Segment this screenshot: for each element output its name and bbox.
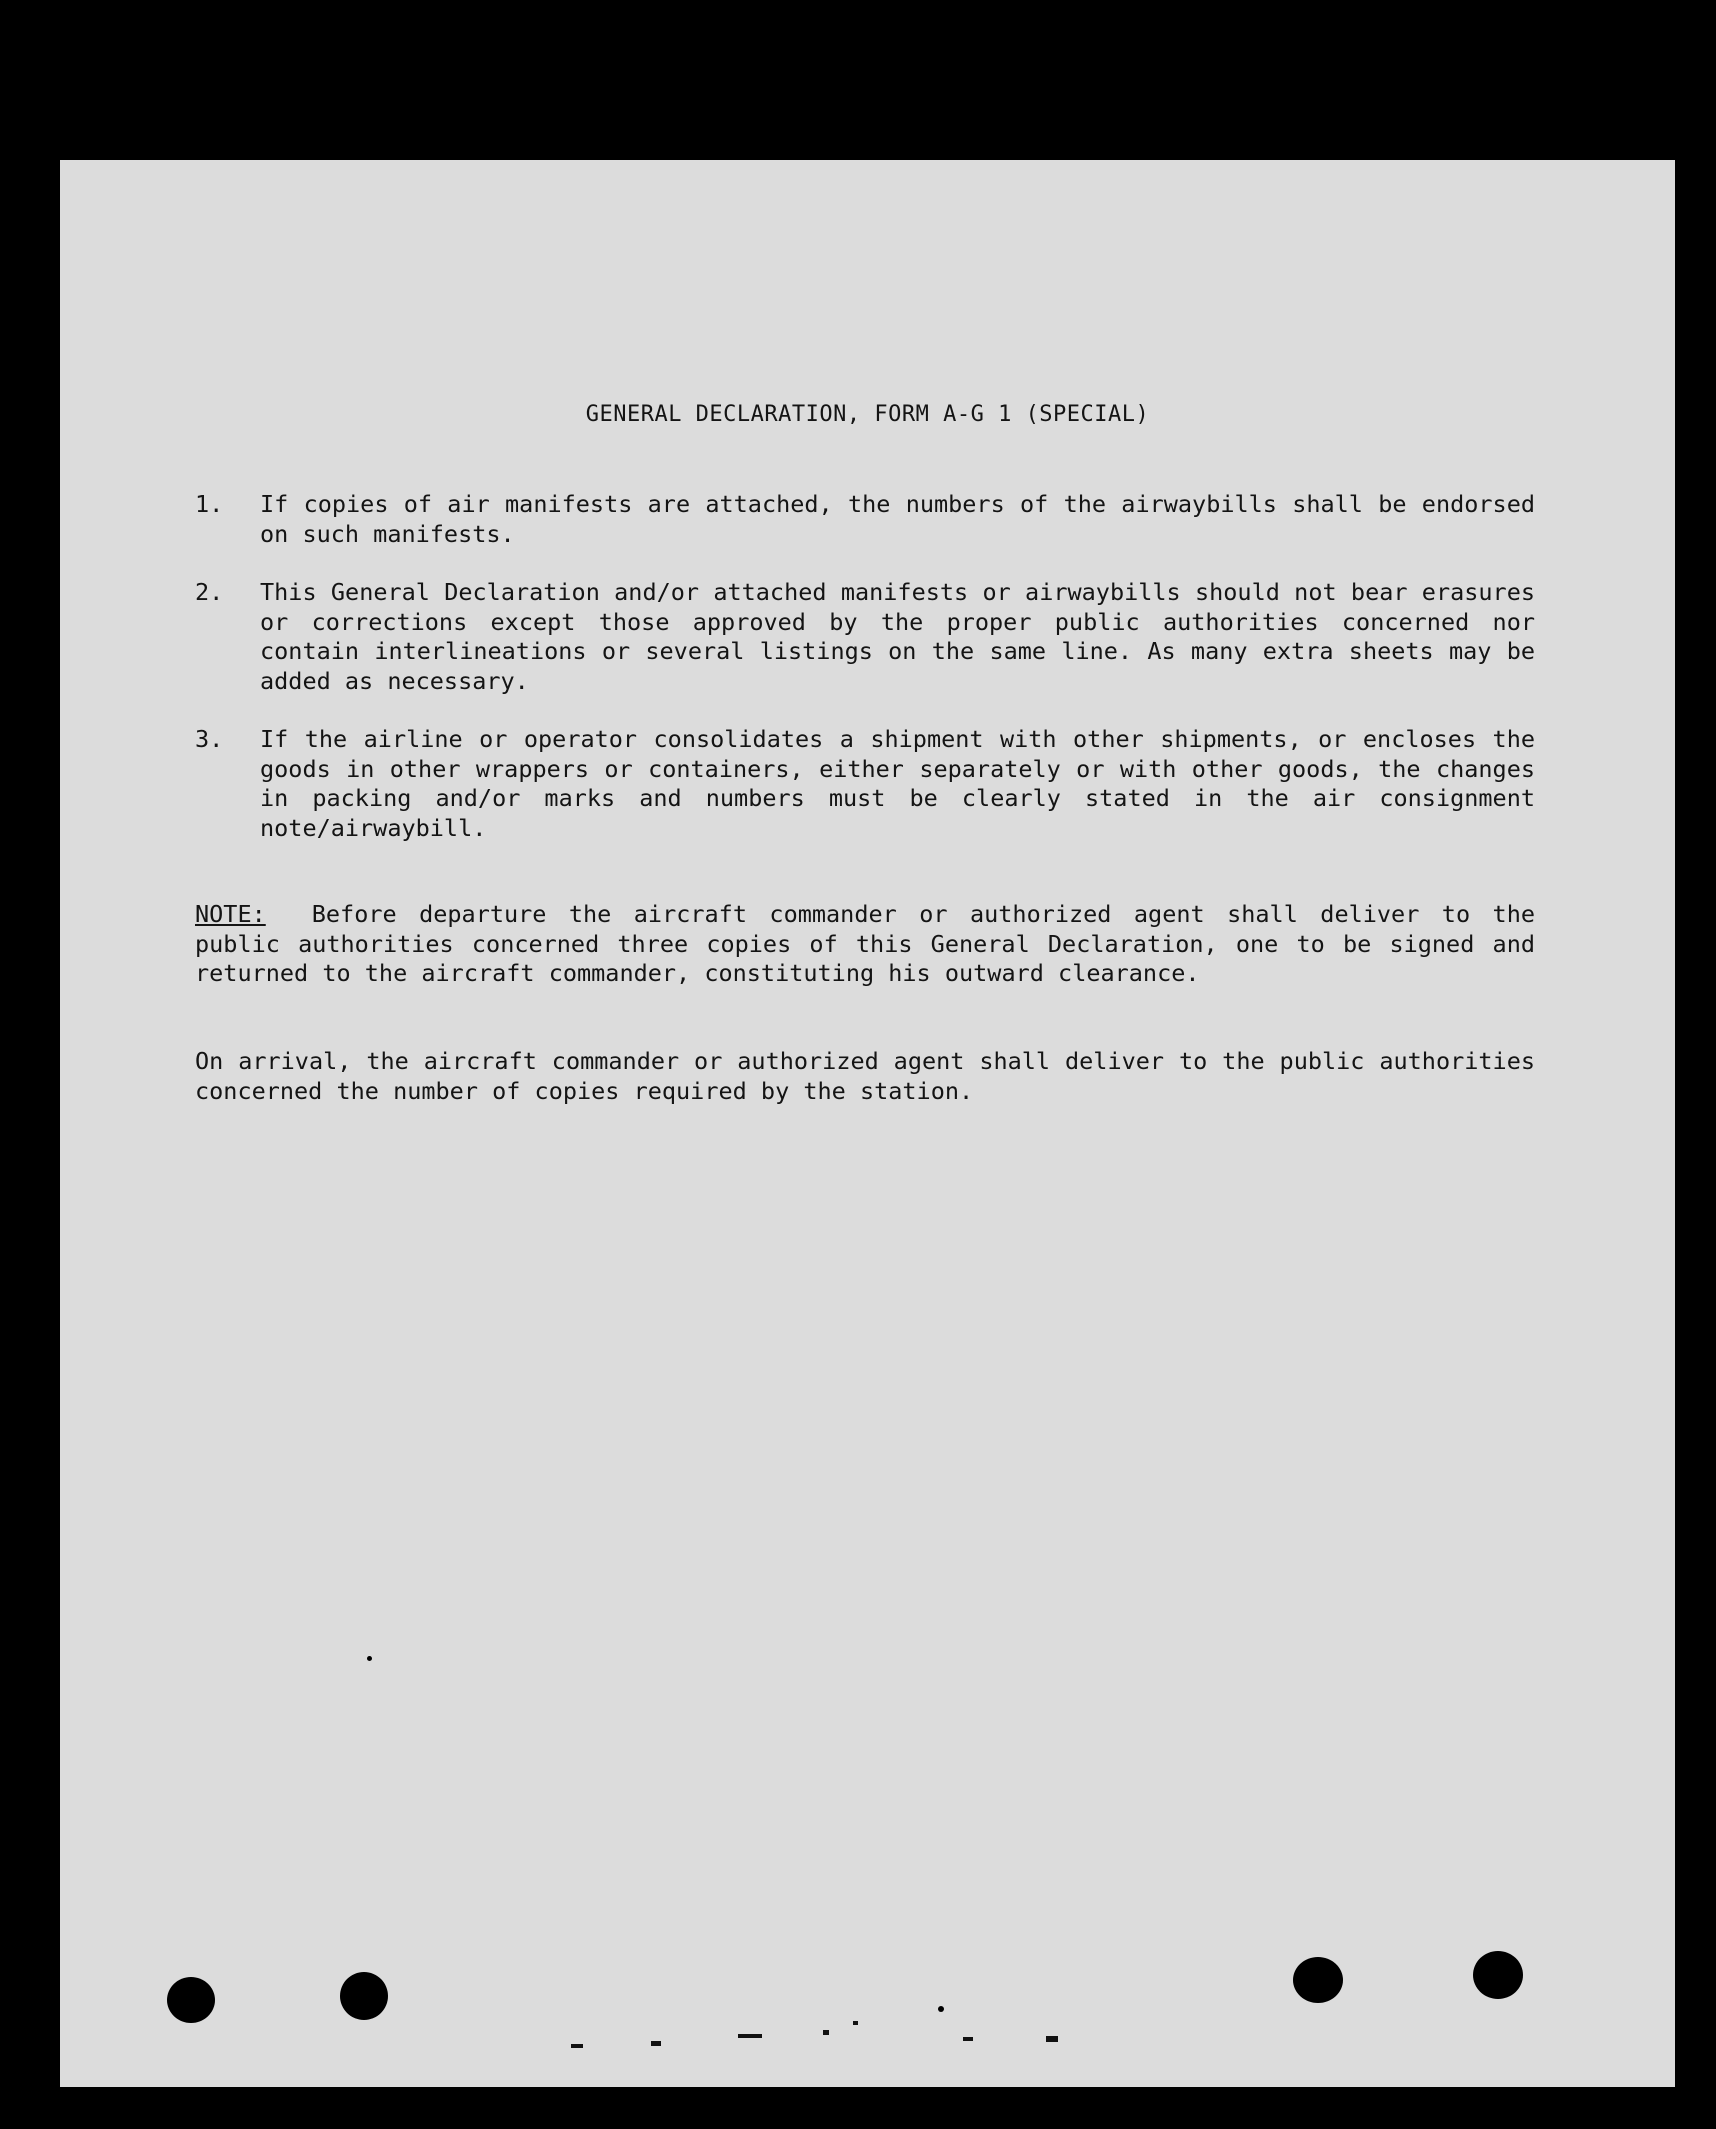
punch-hole xyxy=(1293,1957,1343,2003)
note-text: Before departure the aircraft commander or authorized agent shall deliver to the public authorities concerned three copies of this General Declaration, one to be signed and returned to the aircraft commander, constituting his outward clearance. xyxy=(195,900,1535,987)
item-text: If copies of air manifests are attached, the numbers of the airwaybills shall be endorsed on such manifests. xyxy=(260,490,1535,548)
scan-speck xyxy=(963,2037,973,2041)
list-item xyxy=(195,725,1595,843)
note-label: NOTE: xyxy=(195,900,266,928)
scan-speck xyxy=(738,2034,762,2038)
item-text: This General Declaration and/or attached manifests or airwaybills should not bear erasures or corrections except those approved by the proper public authorities concerned nor contain interlineations or several listings on the same line. As many extra sheets may be added as necessary. xyxy=(260,578,1535,695)
item-number: 2. xyxy=(195,578,224,606)
item-number: 3. xyxy=(195,725,224,753)
document-title: GENERAL DECLARATION, FORM A-G 1 (SPECIAL) xyxy=(585,402,1150,427)
scan-speck xyxy=(823,2030,829,2035)
scan-speck xyxy=(1046,2036,1058,2042)
scan-speck xyxy=(853,2021,858,2025)
arrival-paragraph: On arrival, the aircraft commander or authorized agent shall deliver to the public authorities concerned the number of copies required by the station. xyxy=(195,1047,1535,1105)
punch-hole xyxy=(1473,1951,1523,1999)
punch-hole xyxy=(340,1972,388,2020)
scan-speck xyxy=(938,2006,944,2012)
scan-speck xyxy=(571,2044,583,2048)
punch-hole xyxy=(167,1977,215,2023)
note-paragraph xyxy=(195,900,1535,989)
list-item xyxy=(195,490,1595,549)
scan-speck xyxy=(367,1656,372,1661)
scan-speck xyxy=(651,2041,661,2046)
list-item xyxy=(195,578,1595,696)
document-page xyxy=(60,160,1675,2087)
item-number: 1. xyxy=(195,490,224,518)
item-text: If the airline or operator consolidates a shipment with other shipments, or encloses the goods in other wrappers or containers, either separately or with other goods, the changes in packing and/or marks and numbers must be clearly stated in the air consignment note/airwaybill. xyxy=(260,725,1535,842)
